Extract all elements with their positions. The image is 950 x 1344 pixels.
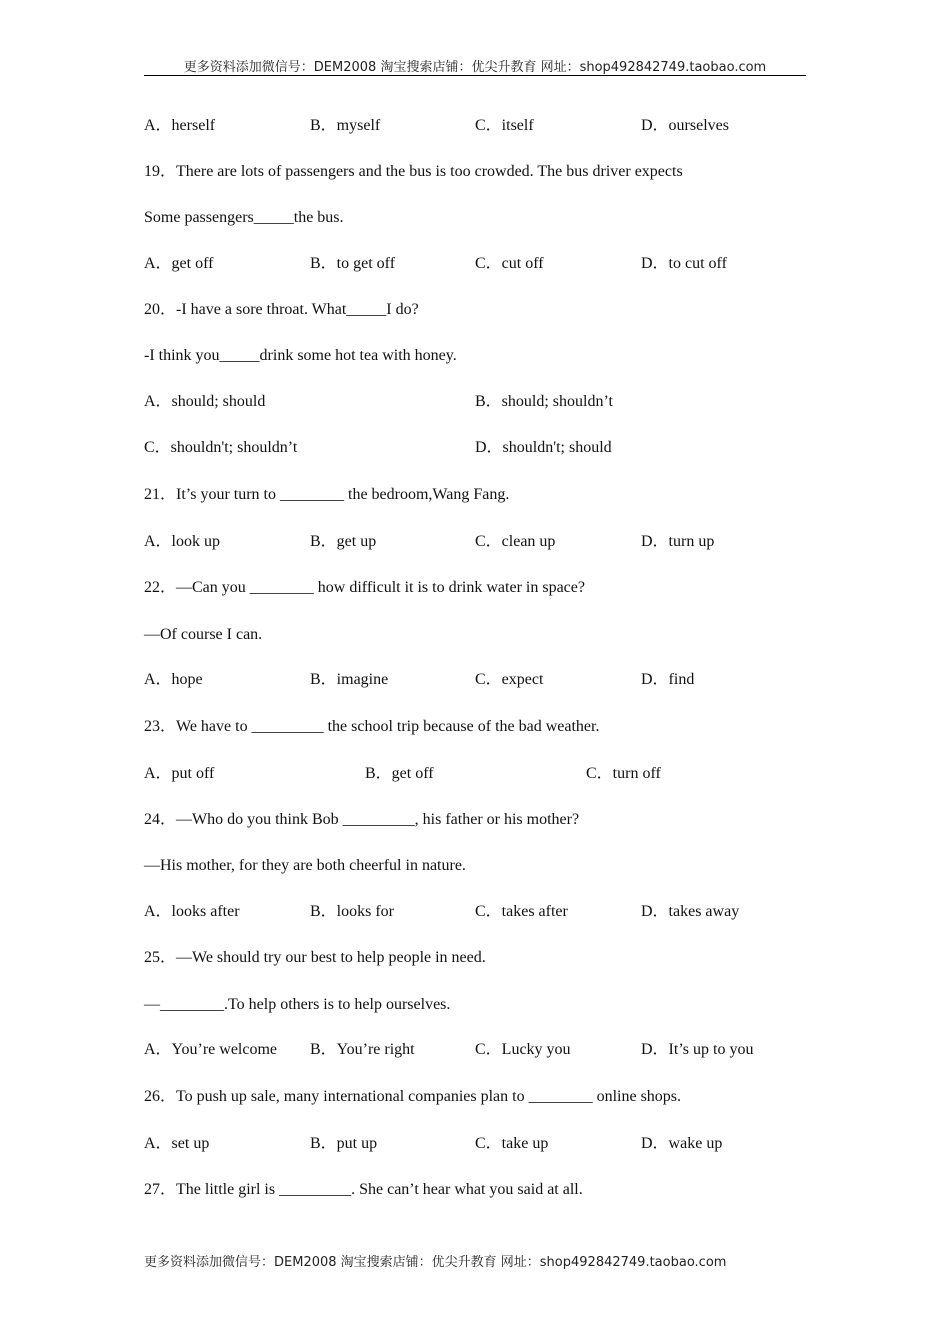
q23-stem-line1: 23．We have to _________ the school trip because of the bad weather.: [144, 718, 600, 735]
q19-option-d: D．to cut off: [641, 255, 727, 272]
q18-option-a: A．herself: [144, 117, 216, 134]
q20-stem-line1: 20．-I have a sore throat. What_____I do?: [144, 301, 419, 318]
q24-option-c: C．takes after: [475, 903, 568, 920]
q20-option-a: A．should; should: [144, 393, 266, 410]
q25-option-b: B．You’re right: [310, 1041, 415, 1058]
header-rule: [144, 75, 806, 76]
q25-stem-line1: 25．—We should try our best to help people in need.: [144, 949, 486, 966]
q21-stem-line1: 21．It’s your turn to ________ the bedroom,Wang Fang.: [144, 486, 510, 503]
q22-stem-line2: —Of course I can.: [144, 626, 263, 643]
q25-option-a: A．You’re welcome: [144, 1041, 278, 1058]
page-footer: 更多资料添加微信号：DEM2008 淘宝搜索店铺：优尖升教育 网址：shop492842749.taobao.com: [144, 1255, 727, 1270]
q24-stem-line2: —His mother, for they are both cheerful in nature.: [144, 857, 466, 874]
q22-option-c: C．expect: [475, 671, 544, 688]
q26-option-b: B．put up: [310, 1135, 378, 1152]
q23-option-c: C．turn off: [586, 765, 661, 782]
q18-option-d: D．ourselves: [641, 117, 729, 134]
q20-option-c: C．shouldn't; shouldn’t: [144, 439, 298, 456]
q18-option-c: C．itself: [475, 117, 534, 134]
q24-option-d: D．takes away: [641, 903, 740, 920]
q23-option-a: A．put off: [144, 765, 215, 782]
q23-option-b: B．get off: [365, 765, 434, 782]
q22-option-d: D．find: [641, 671, 695, 688]
q24-option-b: B．looks for: [310, 903, 395, 920]
q20-option-d: D．shouldn't; should: [475, 439, 612, 456]
q21-option-b: B．get up: [310, 533, 377, 550]
q21-option-c: C．clean up: [475, 533, 556, 550]
q26-option-d: D．wake up: [641, 1135, 723, 1152]
q25-option-c: C．Lucky you: [475, 1041, 571, 1058]
q19-option-b: B．to get off: [310, 255, 396, 272]
q18-option-b: B．myself: [310, 117, 381, 134]
q25-option-d: D．It’s up to you: [641, 1041, 754, 1058]
page-header: 更多资料添加微信号：DEM2008 淘宝搜索店铺：优尖升教育 网址：shop492842749.taobao.com: [183, 60, 767, 75]
q26-option-a: A．set up: [144, 1135, 210, 1152]
q25-stem-line2: —________.To help others is to help ourselves.: [144, 996, 451, 1013]
q20-stem-line2: -I think you_____drink some hot tea with honey.: [144, 347, 457, 364]
q22-stem-line1: 22．—Can you ________ how difficult it is to drink water in space?: [144, 579, 585, 596]
q24-stem-line1: 24．—Who do you think Bob _________, his father or his mother?: [144, 811, 580, 828]
q24-option-a: A．looks after: [144, 903, 240, 920]
q26-stem-line1: 26．To push up sale, many international companies plan to ________ online shops.: [144, 1088, 682, 1105]
q19-option-a: A．get off: [144, 255, 214, 272]
q19-stem-line1: 19．There are lots of passengers and the bus is too crowded. The bus driver expects: [144, 163, 683, 180]
q22-option-a: A．hope: [144, 671, 203, 688]
q21-option-a: A．look up: [144, 533, 221, 550]
q19-stem-line2: Some passengers_____the bus.: [144, 209, 344, 226]
q27-stem-line1: 27．The little girl is _________. She can’t hear what you said at all.: [144, 1181, 583, 1198]
q20-option-b: B．should; shouldn’t: [475, 393, 613, 410]
q22-option-b: B．imagine: [310, 671, 389, 688]
q21-option-d: D．turn up: [641, 533, 715, 550]
q26-option-c: C．take up: [475, 1135, 549, 1152]
q19-option-c: C．cut off: [475, 255, 544, 272]
